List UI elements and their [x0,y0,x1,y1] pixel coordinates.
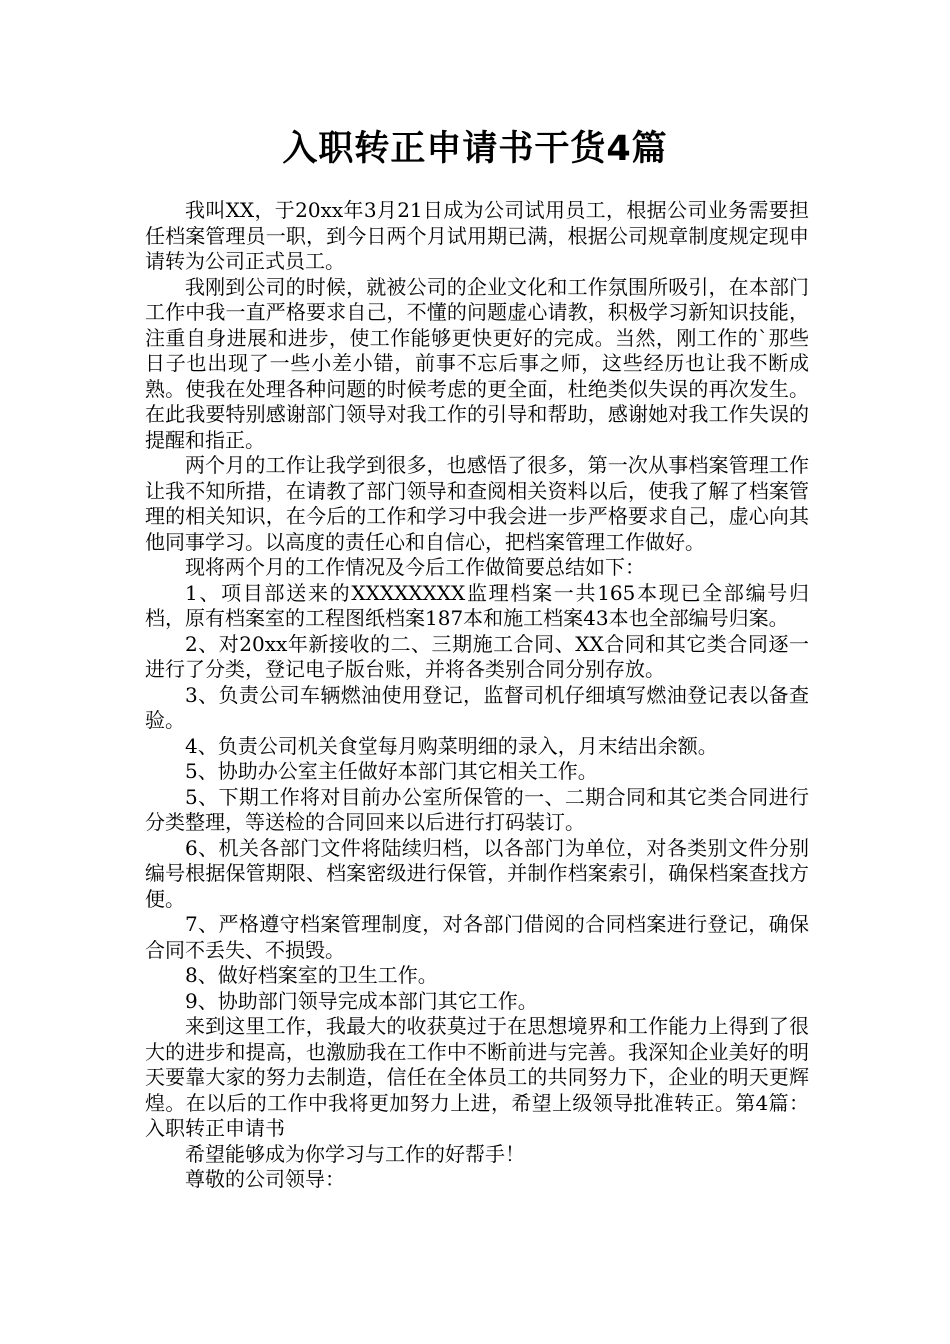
paragraph-salutation: 尊敬的公司领导： [185,1167,345,1191]
list-item: 4、负责公司机关食堂每月购菜明细的录入，月末结出余额。 [185,733,718,758]
list-item: 5、协助办公室主任做好本部门其它相关工作。 [185,759,598,783]
paragraph-wish: 希望能够成为你学习与工作的好帮手！ [185,1141,525,1166]
list-item: 8、做好档案室的卫生工作。 [185,963,438,987]
document-title: 入职转正申请书干货4篇 [282,129,668,169]
list-item: 1、项目部送来的XXXXXXXX监理档案一共165本现已全部编号归档，原有档案室的工程图纸档案187本和施工档案43本也全部编号归案。 [145,580,809,630]
paragraph-conclusion: 来到这里工作，我最大的收获莫过于在思想境界和工作能力上得到了很大的进步和提高，也激励我在工作中不断前进与完善。我深知企业美好的明天要靠大家的努力去制造，信任在全体员工的共同努力下，企业的明天更辉煌。在以后的工作中我将更加努力上进，希望上级领导批准转正。第4篇：入职转正申请书 [145,1014,809,1140]
list-item: 9、协助部门领导完成本部门其它工作。 [185,988,538,1013]
paragraph-experience: 我刚到公司的时候，就被公司的企业文化和工作氛围所吸引，在本部门工作中我一直严格要求自己，不懂的问题虚心请教，积极学习新知识技能，注重自身进展和进步，使工作能够更快更好的完成。当然，刚工作的`那些日子也出现了一些小差小错，前事不忘后事之师，这些经历也让我不断成熟。使我在处理各种问题的时候考虑的更全面，杜绝类似失误的再次发生。在此我要特别感谢部门领导对我工作的引导和帮助，感谢她对我工作失误的提醒和指正。 [145,274,809,452]
list-item: 2、对20xx年新接收的二、三期施工合同、XX合同和其它类合同逐一进行了分类，登记电子版台账，并将各类别合同分别存放。 [145,631,809,681]
list-item: 7、严格遵守档案管理制度，对各部门借阅的合同档案进行登记，确保合同不丢失、不损毁。 [145,912,809,962]
paragraph-intro: 我叫XX，于20xx年3月21日成为公司试用员工，根据公司业务需要担任档案管理员一职，到今日两个月试用期已满，根据公司规章制度规定现申请转为公司正式员工。 [145,198,809,273]
list-item: 6、机关各部门文件将陆续归档，以各部门为单位，对各类别文件分别编号根据保管期限、档案密级进行保管，并制作档案索引，确保档案查找方便。 [145,835,809,911]
list-item: 5、下期工作将对目前办公室所保管的一、二期合同和其它类合同进行分类整理，等送检的合同回来以后进行打码装订。 [145,784,809,834]
list-item: 3、负责公司车辆燃油使用登记，监督司机仔细填写燃油登记表以备查验。 [145,682,809,732]
paragraph-summary-intro: 现将两个月的工作情况及今后工作做简要总结如下： [185,555,645,579]
paragraph-learning: 两个月的工作让我学到很多，也感悟了很多，第一次从事档案管理工作让我不知所措，在请教了部门领导和查阅相关资料以后，使我了解了档案管理的相关知识，在今后的工作和学习中我会进一步严格要求自己，虚心向其他同事学习。以高度的责任心和自信心，把档案管理工作做好。 [145,453,809,554]
document-body [145,198,809,1193]
